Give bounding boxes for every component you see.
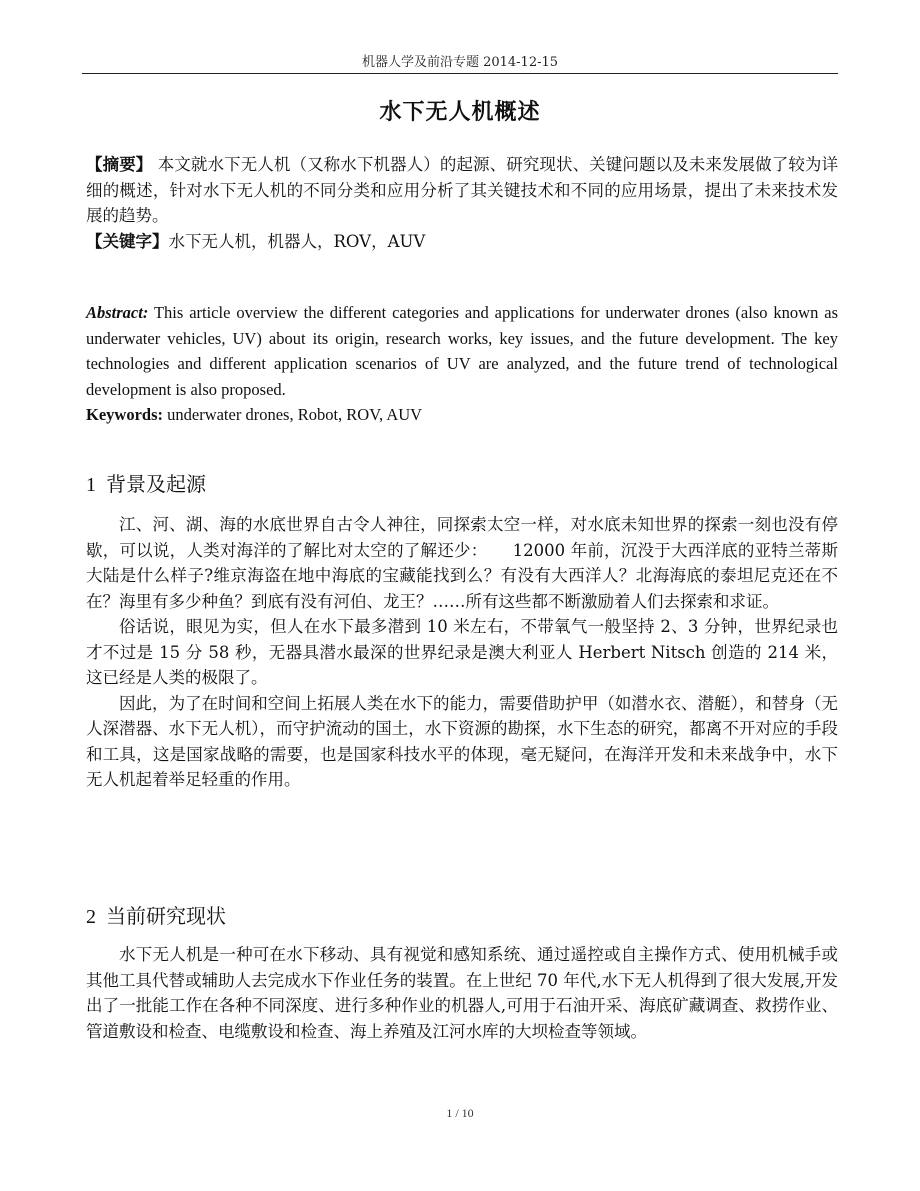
abstract-zh-block bbox=[86, 152, 838, 254]
keywords-zh-text: 水下无人机，机器人，ROV，AUV bbox=[168, 231, 426, 251]
abstract-en-label: Abstract: bbox=[86, 303, 149, 322]
section-1-body bbox=[86, 512, 838, 793]
paragraph: 因此，为了在时间和空间上拓展人类在水下的能力，需要借助护甲（如潜水衣、潜艇），和替身（无人深潜器、水下无人机），而守护流动的国土，水下资源的勘探，水下生态的研究，都离不开对应的手段和工具，这是国家战略的需要，也是国家科技水平的体现，毫无疑问，在海洋开发和未来战争中，水下无人机起着举足轻重的作用。 bbox=[86, 693, 838, 789]
keywords-zh-label: 【关键字】 bbox=[86, 231, 169, 251]
paper-title: 水下无人机概述 bbox=[379, 100, 541, 125]
section-title: 背景及起源 bbox=[106, 472, 206, 496]
section-number: 2 bbox=[86, 906, 96, 928]
section-2-body bbox=[86, 942, 838, 1044]
running-head: 机器人学及前沿专题 2014-12-15 bbox=[361, 55, 559, 70]
section-heading-2 bbox=[86, 900, 226, 929]
abstract-en bbox=[86, 300, 838, 402]
paragraph: 水下无人机是一种可在水下移动、具有视觉和感知系统、通过遥控或自主操作方式、使用机械手或其他工具代替或辅助人去完成水下作业任务的装置。在上世纪 70 年代,水下无人机得到了很大发展,开发出了一批能工作在各种不同深度、进行多种作业的机器人,可用于石油开采、海底矿藏调查、救捞作业、管道敷设和检查、电缆敷设和检查、海上养殖及江河水库的大坝检查等领域。 bbox=[86, 945, 838, 1041]
keywords-zh bbox=[86, 229, 838, 255]
header-rule bbox=[82, 73, 838, 74]
keywords-en-text: underwater drones, Robot, ROV, AUV bbox=[163, 405, 423, 424]
section-heading-1 bbox=[86, 468, 206, 497]
paragraph: 俗话说，眼见为实，但人在水下最多潜到 10 米左右，不带氧气一般坚持 2、3 分钟，世界纪录也才不过是 15 分 58 秒，无器具潜水最深的世界纪录是澳大利亚人 Herbert Nitsch 创造的 214 米，这已经是人类的极限了。 bbox=[86, 617, 838, 687]
section-number: 1 bbox=[86, 474, 96, 496]
keywords-en-label: Keywords: bbox=[86, 405, 163, 424]
paragraph: 江、河、湖、海的水底世界自古令人神往，同探索太空一样，对水底未知世界的探索一刻也没有停歇，可以说，人类对海洋的了解比对太空的了解还少： 12000 年前，沉没于大西洋底的亚特兰蒂斯大陆是什么样子?维京海盗在地中海底的宝藏能找到么？有没有大西洋人？北海海底的泰坦尼克还在不在？海里有多少种鱼？到底有没有河伯、龙王？……所有这些都不断激励着人们去探索和求证。 bbox=[86, 515, 838, 611]
abstract-zh-label: 【摘要】 bbox=[86, 155, 153, 174]
abstract-zh-text: 本文就水下无人机（又称水下机器人）的起源、研究现状、关键问题以及未来发展做了较为详细的概述，针对水下无人机的不同分类和应用分析了其关键技术和不同的应用场景，提出了未来技术发展的趋势。 bbox=[86, 155, 839, 225]
keywords-en bbox=[86, 402, 838, 428]
abstract-en-block bbox=[86, 300, 838, 428]
section-title: 当前研究现状 bbox=[106, 904, 226, 928]
abstract-zh bbox=[86, 152, 838, 229]
page-number: 1 / 10 bbox=[446, 1106, 474, 1120]
abstract-en-text: This article overview the different categories and applications for underwater drones (also known as underwater vehicles, UV) about its origin, research works, key issues, and the future development. The key technologies and different application scenarios of UV are analyzed, and the future trend of technological development is also proposed. bbox=[86, 303, 838, 399]
